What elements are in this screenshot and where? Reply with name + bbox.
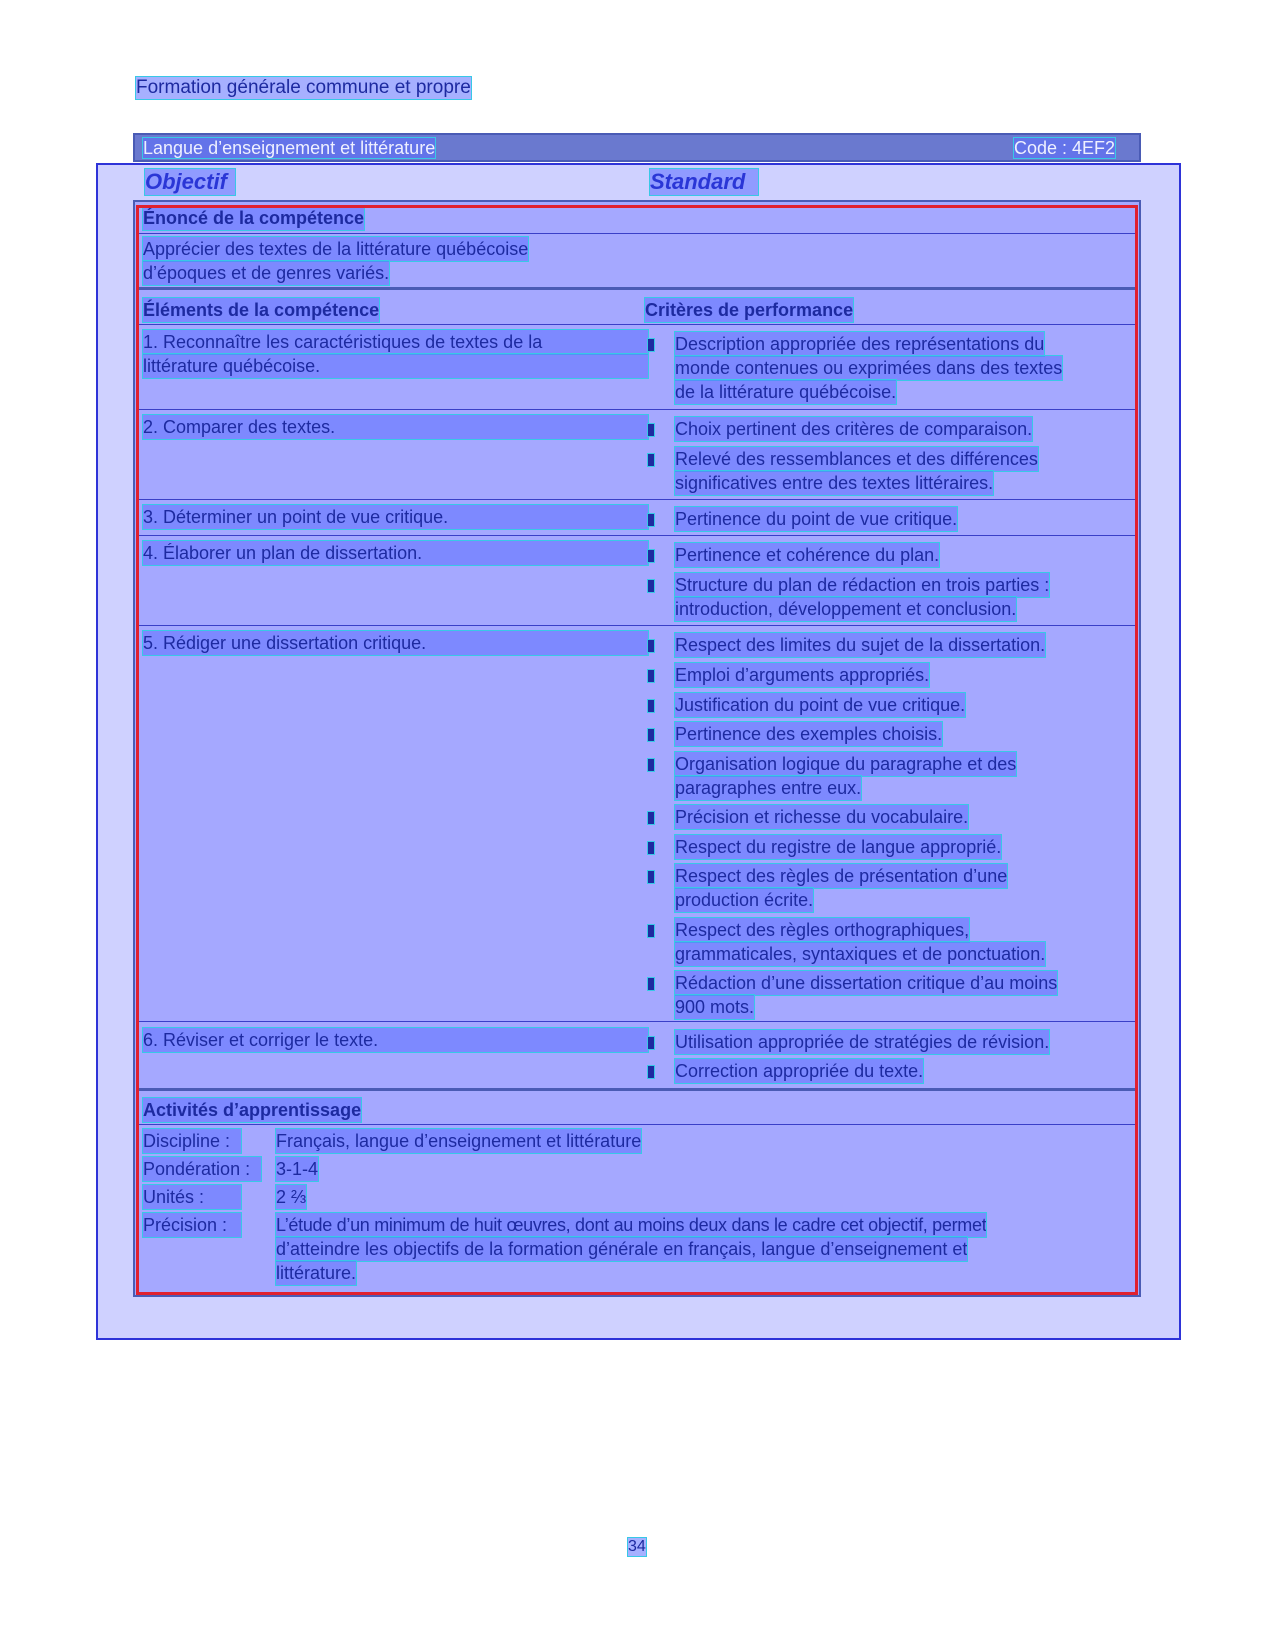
critere-text: Correction appropriée du texte. xyxy=(675,1061,924,1081)
element-6: 6. Réviser et corriger le texte. xyxy=(143,1028,648,1052)
objectif-heading: Objectif xyxy=(145,169,235,195)
critere-text: production écrite. xyxy=(675,890,814,910)
ponderation-value: 3-1-4 xyxy=(276,1159,319,1179)
standard-heading: Standard xyxy=(650,169,758,195)
critere-text: paragraphes entre eux. xyxy=(675,778,862,798)
critere-text: Pertinence des exemples choisis. xyxy=(675,724,943,744)
critere-text: Respect du registre de langue approprié. xyxy=(675,837,1002,857)
page-header: Formation générale commune et propre xyxy=(136,77,471,98)
critere-text: Respect des limites du sujet de la dissertation. xyxy=(675,635,1046,655)
page-number: 34 xyxy=(628,1538,646,1555)
critere-text: de la littérature québécoise. xyxy=(675,382,897,402)
critere-text: Justification du point de vue critique. xyxy=(675,695,966,715)
unites-value: 2 ⅔ xyxy=(276,1187,307,1207)
precision-text: L’étude d’un minimum de huit œuvres, dont au moins deux dans le cadre cet objectif, permet xyxy=(276,1215,987,1235)
critere-text: Respect des règles de présentation d’une xyxy=(675,866,1008,886)
critere-text: 900 mots. xyxy=(675,997,755,1017)
critere-text: Précision et richesse du vocabulaire. xyxy=(675,807,969,827)
critere-text: Rédaction d’une dissertation critique d’au moins xyxy=(675,973,1058,993)
critere-text: Relevé des ressemblances et des différences xyxy=(675,449,1038,469)
critere-text: Pertinence et cohérence du plan. xyxy=(675,545,940,565)
critere-text: introduction, développement et conclusion. xyxy=(675,599,1017,619)
precision-text: littérature. xyxy=(276,1263,357,1283)
unites-label: Unités : xyxy=(143,1185,241,1209)
critere-text: Emploi d’arguments appropriés. xyxy=(675,665,930,685)
critere-text: Organisation logique du paragraphe et des xyxy=(675,754,1017,774)
element-3: 3. Déterminer un point de vue critique. xyxy=(143,505,648,529)
critere-text: significatives entre des textes littéraires. xyxy=(675,473,994,493)
critere-text: Pertinence du point de vue critique. xyxy=(675,509,958,529)
precision-label: Précision : xyxy=(143,1213,241,1237)
competence-border xyxy=(136,205,1138,1295)
critere-text: Utilisation appropriée de stratégies de révision. xyxy=(675,1032,1050,1052)
discipline-value: Français, langue d’enseignement et littérature xyxy=(276,1131,642,1151)
elements-heading: Éléments de la compétence xyxy=(143,300,380,320)
critere-text: Structure du plan de rédaction en trois parties : xyxy=(675,575,1050,595)
critere-text: grammaticales, syntaxiques et de ponctuation. xyxy=(675,944,1046,964)
element-4: 4. Élaborer un plan de dissertation. xyxy=(143,541,648,565)
critere-text: monde contenues ou exprimées dans des textes xyxy=(675,358,1063,378)
element-1: 1. Reconnaître les caractéristiques de textes de la xyxy=(143,330,648,354)
critere-text: Description appropriée des représentations du xyxy=(675,334,1045,354)
course-code: Code : 4EF2 xyxy=(1014,138,1116,158)
element-2: 2. Comparer des textes. xyxy=(143,415,648,439)
course-title: Langue d’enseignement et littérature xyxy=(143,138,436,158)
activites-heading: Activités d’apprentissage xyxy=(143,1100,362,1120)
element-1: littérature québécoise. xyxy=(143,354,648,378)
enonce-line: Apprécier des textes de la littérature québécoise xyxy=(143,239,529,259)
critere-text: Respect des règles orthographiques, xyxy=(675,920,970,940)
critere-text: Choix pertinent des critères de comparaison. xyxy=(675,419,1033,439)
criteres-heading: Critères de performance xyxy=(645,300,854,320)
element-5: 5. Rédiger une dissertation critique. xyxy=(143,631,648,655)
precision-text: d’atteindre les objectifs de la formation générale en français, langue d’enseignement et xyxy=(276,1239,968,1259)
enonce-heading: Énoncé de la compétence xyxy=(143,208,365,228)
discipline-label: Discipline : xyxy=(143,1129,241,1153)
enonce-line: d’époques et de genres variés. xyxy=(143,263,390,283)
ponderation-label: Pondération : xyxy=(143,1157,261,1181)
